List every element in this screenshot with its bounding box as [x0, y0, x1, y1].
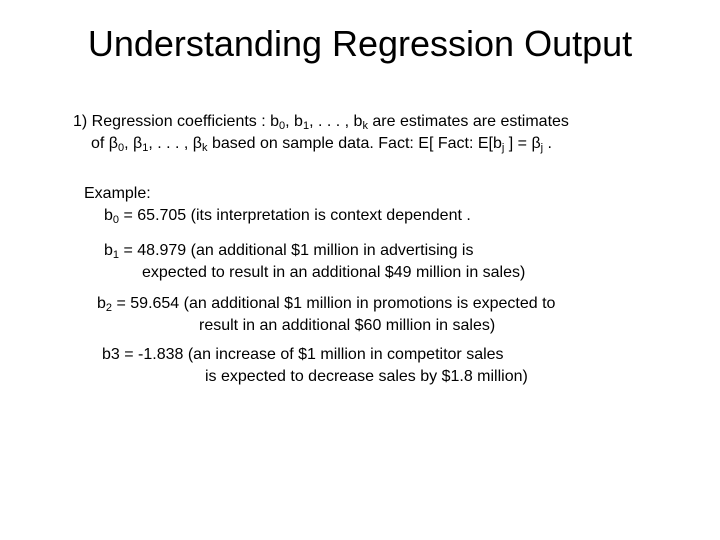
subscript: j — [501, 142, 505, 154]
example-b2-continuation: result in an additional $60 million in sales) — [199, 317, 496, 334]
text-run: . — [543, 135, 552, 152]
text-run: , . . . , b — [309, 113, 363, 130]
subscript: 2 — [105, 302, 113, 314]
text-run: , b — [285, 113, 303, 130]
text-run: of β — [91, 135, 118, 152]
text-run: , β — [124, 135, 143, 152]
text-run: b — [104, 207, 113, 224]
text-run: ] = β — [504, 135, 541, 152]
example-b3: b3 = -1.838 (an increase of $1 million in competitor sales — [102, 346, 504, 363]
example-b2 — [97, 294, 555, 314]
subscript: 0 — [112, 214, 120, 226]
example-b1-continuation: expected to result in an additional $49 million in sales) — [142, 264, 526, 281]
subscript: 1 — [112, 249, 120, 261]
example-b3-continuation: is expected to decrease sales by $1.8 million) — [205, 368, 528, 385]
subscript: 0 — [279, 120, 286, 132]
text-run: = 59.654 (an additional $1 million in promotions is expected to — [112, 295, 556, 312]
example-b1 — [104, 241, 473, 261]
text-run: b — [97, 295, 106, 312]
subscript: j — [540, 142, 544, 154]
coefficients-line-1 — [73, 112, 569, 132]
subscript: 0 — [118, 142, 125, 154]
subscript: k — [362, 120, 368, 132]
text-run: = 48.979 (an additional $1 million in advertising is — [119, 242, 474, 259]
subscript: k — [202, 142, 208, 154]
text-run: are estimates are estimates — [367, 113, 569, 130]
subscript: 1 — [142, 142, 149, 154]
text-run: b — [104, 242, 113, 259]
coefficients-line-2 — [91, 134, 552, 154]
text-run: , . . . , β — [148, 135, 202, 152]
subscript: 1 — [302, 120, 310, 132]
text-run: = 65.705 (its interpretation is context dependent . — [119, 207, 471, 224]
example-b0 — [104, 206, 471, 226]
text-run: based on sample data. Fact: E[ Fact: E[b — [207, 135, 502, 152]
text-run: 1) Regression coefficients : b — [73, 113, 280, 130]
example-heading: Example: — [84, 185, 151, 202]
slide-title: Understanding Regression Output — [87, 23, 633, 64]
